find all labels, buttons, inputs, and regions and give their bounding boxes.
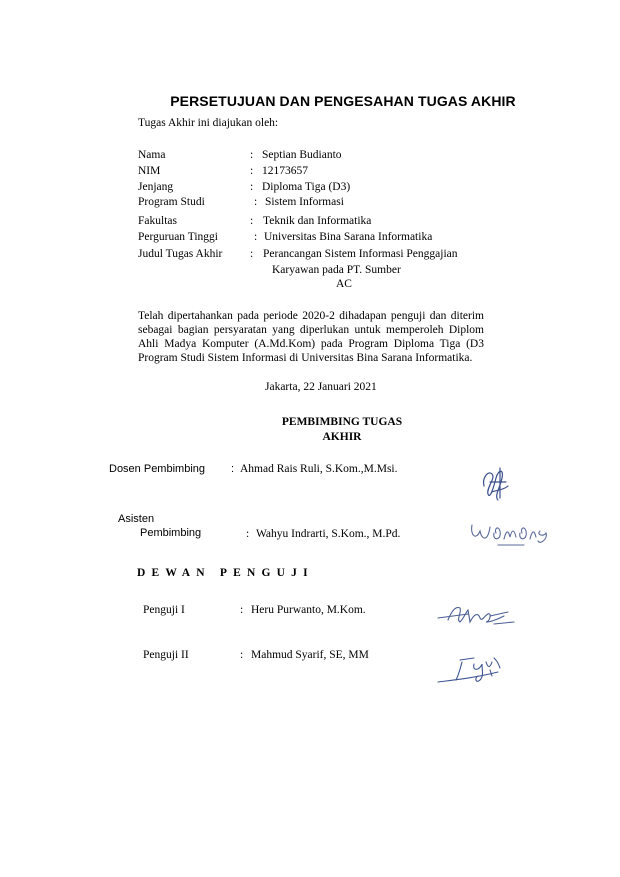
field-separator: : [250,149,254,161]
assistant-label-line2: Pembimbing [140,527,202,539]
field-separator: : [246,528,250,540]
advisor-heading-line1: PEMBIMBING TUGAS [281,416,403,428]
examiner-1-signature [434,600,518,628]
document-title: PERSETUJUAN DAN PENGESAHAN TUGAS AKHIR [170,93,516,109]
examiner-2-signature [434,652,510,688]
field-value-nim: 12173657 [262,165,308,177]
advisor-heading-line2: AKHIR [322,431,362,443]
field-value-program-studi: Sistem Informasi [265,196,344,208]
field-label-fakultas: Fakultas [138,215,177,227]
field-separator: : [250,181,254,193]
field-label-jenjang: Jenjang [138,181,174,193]
examiner-name-1: Heru Purwanto, M.Kom. [251,604,366,616]
paragraph-line: sebagai bagian persyaratan yang diperlukan untuk memperoleh Diplom [138,324,484,336]
board-heading: DEWAN PENGUJI [137,567,314,579]
assistant-name: Wahyu Indrarti, S.Kom., M.Pd. [256,528,401,540]
advisor-signature [478,464,512,504]
field-separator: : [254,196,258,208]
examiner-name-2: Mahmud Syarif, SE, MM [251,649,369,661]
field-separator: : [250,165,254,177]
field-label-judul: Judul Tugas Akhir [138,248,223,260]
examiner-label-2: Penguji II [143,649,189,661]
paragraph-line: Ahli Madya Komputer (A.Md.Kom) pada Program Diploma Tiga (D3 [138,338,484,350]
assistant-signature [468,515,554,549]
field-separator: : [240,604,244,616]
advisor-label: Dosen Pembimbing [109,463,205,475]
field-label-perguruan-tinggi: Perguruan Tinggi [138,231,218,243]
field-value-judul-line2: Karyawan pada PT. Sumber [272,264,401,276]
intro-text: Tugas Akhir ini diajukan oleh: [138,117,279,129]
field-separator: : [250,248,254,260]
paragraph-line: Telah dipertahankan pada periode 2020-2 dihadapan penguji dan diterim [138,310,484,322]
examiner-label-1: Penguji I [143,604,185,616]
field-label-nim: NIM [138,165,161,177]
field-label-nama: Nama [138,149,166,161]
field-value-perguruan-tinggi: Universitas Bina Sarana Informatika [264,231,433,243]
field-value-jenjang: Diploma Tiga (D3) [262,181,351,193]
place-date: Jakarta, 22 Januari 2021 [265,381,377,393]
field-separator: : [254,231,258,243]
field-separator: : [231,463,235,475]
field-value-fakultas: Teknik dan Informatika [263,215,372,227]
advisor-name: Ahmad Rais Ruli, S.Kom.,M.Msi. [240,463,398,475]
field-separator: : [250,215,254,227]
field-label-program-studi: Program Studi [138,196,205,208]
field-value-nama: Septian Budianto [262,149,342,161]
field-value-judul-line3: AC [336,278,352,290]
field-separator: : [240,649,244,661]
assistant-label-line1: Asisten [118,513,155,525]
paragraph-line: Program Studi Sistem Informasi di Universitas Bina Sarana Informatika. [138,352,473,364]
field-value-judul-line1: Perancangan Sistem Informasi Penggajian [263,248,458,260]
